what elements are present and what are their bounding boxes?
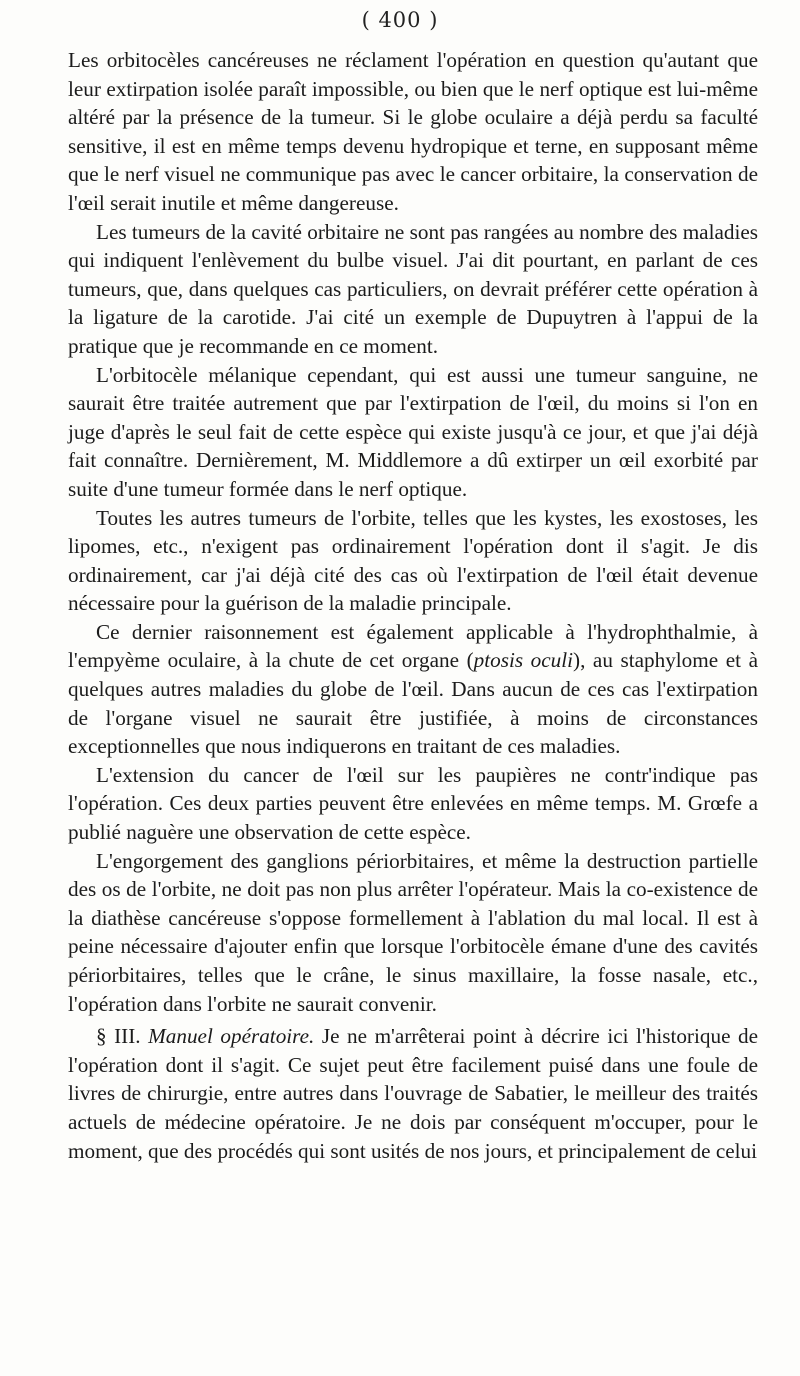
body-text [68, 46, 758, 1165]
paragraph-7: L'engorgement des ganglions périorbitaires, et même la destruction partielle des os de l'orbite, ne doit pas non plus arrêter l'opérateur. Mais la co-existence de la diathèse cancéreuse s'oppose formellement à l'ablation du mal local. Il est à peine nécessaire d'ajouter enfin que lorsque l'orbitocèle émane d'une des cavités périorbitaires, telles que le crâne, le sinus maxillaire, la fosse nasale, etc., l'opération dans l'orbite ne saurait convenir. [68, 848, 758, 1016]
paragraph-2: Les tumeurs de la cavité orbitaire ne sont pas rangées au nombre des maladies qui indiquent l'enlèvement du bulbe visuel. J'ai dit pourtant, en parlant de ces tumeurs, que, dans quelques cas particuliers, on devrait préférer cette opération à la ligature de la carotide. J'ai cité un exemple de Dupuytren à l'appui de la pratique que je recommande en ce moment. [68, 219, 758, 358]
page-number: ( 400 ) [361, 8, 439, 32]
paragraph-8-text: Je ne m'arrêterai point à décrire ici l'historique de l'opération dont il s'agit. Ce sujet peut être facilement puisé dans une foule de livres de chirurgie, entre autres dans l'ouvrage de Sabatier, le meilleur des traités actuels de médecine opératoire. Je ne dois par conséquent m'occuper, pour le moment, que des procédés qui sont usités de nos jours, et principalement de celui [68, 1024, 758, 1163]
paragraph-5-text-start: Ce dernier raisonnement est également applicable à l'hydrophthalmie, à l'empyème oculaire, à la chute de cet organe ( [68, 619, 758, 673]
paragraph-5-text-end: ), au staphylome et à quelques autres maladies du globe de l'œil. Dans aucun de ces cas l'extirpation de l'organe visuel ne saurait être justifiée, à moins de circonstances exceptionnelles que nous indiquerons en traitant de ces maladies. [68, 648, 758, 759]
paragraph-1: Les orbitocèles cancéreuses ne réclament l'opération en question qu'autant que leur extirpation isolée paraît impossible, ou bien que le nerf optique est lui-même altéré par la présence de la tumeur. Si le globe oculaire a déjà perdu sa faculté sensitive, il est en même temps devenu hydropique et terne, en supposant même que le nerf visuel ne communique pas avec le cancer orbitaire, la conservation de l'œil serait inutile et même dangereuse. [68, 48, 758, 215]
paragraph-5-latin-term: ptosis oculi [473, 648, 574, 673]
paragraph-3: L'orbitocèle mélanique cependant, qui est aussi une tumeur sanguine, ne saurait être traitée autrement que par l'extirpation de l'œil, du moins si l'on en juge d'après le seul fait de cette espèce qui existe jusqu'à ce jour, et que j'ai déjà fait connaître. Dernièrement, M. Middlemore a dû extirper un œil exorbité par suite d'une tumeur formée dans le nerf optique. [68, 362, 758, 501]
paragraph-5 [68, 618, 758, 761]
paragraph-6: L'extension du cancer de l'œil sur les paupières ne contr'indique pas l'opération. Ces deux parties peuvent être enlevées en même temps. M. Grœfe a publié naguère une observation de cette espèce. [68, 762, 758, 845]
section-number: § III. [96, 1024, 141, 1049]
section-title: Manuel opératoire. [148, 1024, 315, 1049]
paragraph-8 [68, 1022, 758, 1165]
paragraph-4: Toutes les autres tumeurs de l'orbite, telles que les kystes, les exostoses, les lipomes, etc., n'exigent pas ordinairement l'opération dont il s'agit. Je dis ordinairement, car j'ai déjà cité des cas où l'extirpation de l'œil était devenue nécessaire pour la guérison de la maladie principale. [68, 505, 758, 616]
